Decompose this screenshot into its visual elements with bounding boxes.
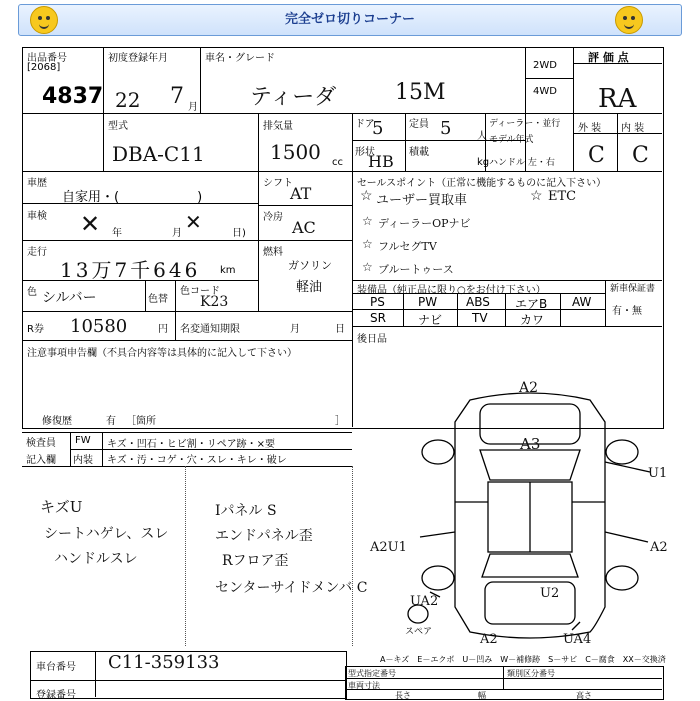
- first-reg-year: 22: [115, 88, 141, 112]
- ac-value: AC: [292, 218, 316, 237]
- wheel-rear-left: [422, 566, 454, 590]
- car-name: ティーダ: [250, 85, 337, 110]
- mascot-left-icon: [30, 6, 58, 34]
- new-car-value: 有・無: [612, 306, 642, 317]
- sales-point-4: フルセグTV: [378, 240, 437, 253]
- new-car-label: 新車保証書: [610, 284, 656, 294]
- inspector-note-left-1: キズU: [40, 498, 83, 516]
- mark-line-a2: [605, 532, 648, 542]
- damage-mark-u2: U2: [540, 586, 560, 601]
- sales-points-title: セールスポイント（正常に機能するものに記入下さい）: [357, 178, 607, 189]
- history-value: 自家用・( ): [62, 190, 203, 205]
- damage-mark-ua2: UA2: [410, 594, 439, 609]
- sales-point-star-icon: ☆: [362, 237, 373, 251]
- equip-navi: ナビ: [418, 313, 443, 327]
- car-damage-diagram: [400, 382, 670, 647]
- name-change-label: 名変通知期限: [180, 324, 240, 335]
- capacity-value: 5: [440, 118, 452, 139]
- handle-label: ハンドル 左・右: [489, 158, 555, 168]
- equip-leather: カワ: [520, 313, 545, 327]
- equip-sr: SR: [370, 311, 386, 325]
- wheel-front-left: [422, 440, 454, 464]
- inspector-note-right-3: Rフロア歪: [222, 553, 289, 569]
- equip-abs: ABS: [466, 295, 490, 309]
- first-reg-month-unit: 月: [188, 102, 198, 113]
- car-windshield: [480, 450, 580, 480]
- registration-label: 登録番号: [36, 690, 76, 701]
- damage-legend: A－キズ E－エクボ U－凹み W－補修跡 S－サビ C－腐食 XX－交換済: [380, 655, 666, 664]
- first-reg-label: 初度登録年月: [108, 53, 168, 64]
- length-label: 長さ: [395, 691, 411, 700]
- damage-mark-ua4: UA4: [563, 632, 592, 647]
- shift-label: シフト: [263, 178, 293, 189]
- equipment-title: 装備品（純正品に限り○をお付け下さい）: [357, 285, 546, 296]
- width-label: 幅: [478, 691, 486, 700]
- repair-value: 有: [106, 416, 116, 427]
- shift-value: AT: [290, 184, 312, 203]
- name-change-month: 月: [290, 324, 300, 335]
- banner-title: 完全ゼロ切りコーナー: [284, 12, 415, 27]
- shaken-x-icon: ✕: [80, 210, 101, 238]
- chassis-value: C11-359133: [108, 652, 220, 673]
- car-name-label: 車名・グレード: [205, 53, 275, 64]
- dealer-label: ディーラー・並行: [489, 119, 561, 129]
- capacity-label: 定員: [409, 119, 429, 130]
- repair-part-label: ［箇所: [126, 416, 156, 427]
- damage-mark-u1: U1: [648, 466, 668, 481]
- color-code-value: K23: [200, 294, 229, 310]
- sales-point-3: ディーラーOPナビ: [378, 217, 471, 230]
- mark-line-a2u1: [420, 532, 455, 537]
- fw-label: FW: [75, 435, 91, 446]
- ac-label: 冷房: [263, 212, 283, 223]
- shaken-month-unit: 月: [172, 228, 182, 239]
- height-label: 高さ: [576, 691, 592, 700]
- name-change-day: 日: [335, 324, 345, 335]
- chassis-label: 車台番号: [36, 662, 76, 673]
- color-change-label: 色替: [148, 294, 168, 305]
- interior-value: C: [632, 143, 649, 168]
- mileage-value: 13万7千646: [60, 258, 201, 282]
- spare-label: スペア: [405, 627, 433, 637]
- fuel-alt: 軽油: [296, 280, 323, 295]
- color-label: 色: [27, 287, 37, 298]
- bottom-dimensions-label: 車両寸法: [348, 681, 380, 690]
- equip-aw: AW: [572, 295, 592, 309]
- km-unit: km: [220, 265, 236, 276]
- fuel-label: 燃料: [263, 247, 283, 258]
- equip-airbag: エアB: [515, 297, 548, 311]
- damage-mark-a2-bottom: A2: [480, 632, 498, 647]
- recycle-label: R券: [27, 324, 44, 335]
- history-label: 車歴: [27, 178, 47, 189]
- model-year-label: モデル年式: [489, 135, 534, 145]
- recycle-value: 10580: [70, 316, 128, 337]
- load-unit: kg: [477, 157, 490, 168]
- first-reg-month: 7: [170, 84, 184, 109]
- grade: 15M: [395, 80, 446, 105]
- sales-point-star-icon: ☆: [530, 188, 543, 204]
- sales-point-star-icon: ☆: [362, 214, 373, 228]
- exterior-label: 外 装: [578, 123, 602, 134]
- body-value: HB: [368, 152, 394, 171]
- equip-pw: PW: [418, 295, 438, 309]
- mark-line-ua4: [572, 622, 580, 630]
- drive-2wd: 2WD: [533, 60, 557, 71]
- fw-items: キズ・凹石・ヒビ割・リペア跡・×要: [107, 439, 275, 450]
- shaken-label: 車検: [27, 211, 47, 222]
- wheel-front-right: [606, 440, 638, 464]
- lot-code: [2068]: [27, 62, 61, 73]
- inspector-label-1: 検査員: [26, 438, 56, 449]
- shaken-day-unit: 日): [232, 228, 246, 239]
- equip-ps: PS: [370, 295, 385, 309]
- body-label: 形状: [355, 147, 375, 158]
- seat-label: 後日品: [357, 334, 387, 345]
- displacement-value: 1500: [270, 140, 321, 164]
- sales-point-5: ブルートゥース: [378, 263, 454, 276]
- inspector-note-right-2: エンドパネル歪: [215, 528, 313, 544]
- inspector-interior-items: キズ・汚・コゲ・穴・スレ・キレ・破レ: [107, 455, 287, 466]
- notes-title: 注意事項申告欄（不具合内容等は具体的に記入して下さい）: [27, 348, 297, 359]
- damage-mark-a2u1: A2U1: [370, 540, 407, 555]
- inspector-note-right-4: センターサイドメンバ C: [215, 580, 368, 596]
- damage-mark-a2-right: A2: [650, 540, 668, 555]
- repair-part-end: ］: [335, 416, 345, 427]
- color-code-label: 色コード: [180, 286, 220, 297]
- inspector-interior-label: 内装: [73, 455, 93, 466]
- equip-tv: TV: [472, 311, 488, 325]
- mileage-label: 走行: [27, 247, 47, 258]
- inspector-note-right-1: Iパネル S: [215, 503, 277, 519]
- sales-point-star-icon: ☆: [362, 260, 373, 274]
- displacement-unit: cc: [332, 157, 343, 168]
- model-value: DBA-C11: [112, 142, 205, 166]
- sales-point-2: ETC: [548, 189, 577, 204]
- sales-point-1: ユーザー買取車: [376, 193, 468, 208]
- recycle-unit: 円: [158, 324, 168, 335]
- inspector-label-2: 記入欄: [26, 455, 56, 466]
- car-rear-window: [482, 554, 578, 577]
- eval-score: RA: [598, 84, 637, 114]
- doors-label: ドア: [355, 119, 375, 130]
- interior-label: 内 装: [621, 123, 645, 134]
- damage-mark-a3: A3: [520, 435, 541, 453]
- inspector-note-left-2: シートハゲレ、スレ: [44, 526, 169, 542]
- color-value: シルバー: [42, 290, 97, 306]
- repair-label: 修復歴: [42, 416, 72, 427]
- inspector-note-left-3: ハンドルスレ: [54, 551, 138, 567]
- drive-4wd: 4WD: [533, 86, 557, 97]
- lot-label: 出品番号: [27, 53, 67, 64]
- shaken-year-unit: 年: [112, 228, 122, 239]
- eval-label: 評 価 点: [588, 51, 629, 64]
- shaken-x2-icon: ✕: [185, 210, 202, 234]
- model-label: 型式: [108, 121, 128, 132]
- capacity-unit: 人: [477, 131, 487, 142]
- displacement-label: 排気量: [263, 121, 293, 132]
- class-number-label: 類別区分番号: [507, 669, 555, 678]
- lot-number: 4837: [42, 84, 104, 109]
- model-designation-label: 型式指定番号: [348, 669, 396, 678]
- mascot-right-icon: [615, 6, 643, 34]
- wheel-rear-right: [606, 566, 638, 590]
- load-label: 積載: [409, 147, 429, 158]
- fuel-value: ガソリン: [288, 259, 332, 272]
- car-trunk: [485, 582, 575, 624]
- damage-mark-a2-top: A2: [519, 380, 539, 396]
- exterior-value: C: [588, 143, 605, 168]
- doors-value: 5: [372, 118, 384, 139]
- sales-point-star-icon: ☆: [360, 188, 373, 204]
